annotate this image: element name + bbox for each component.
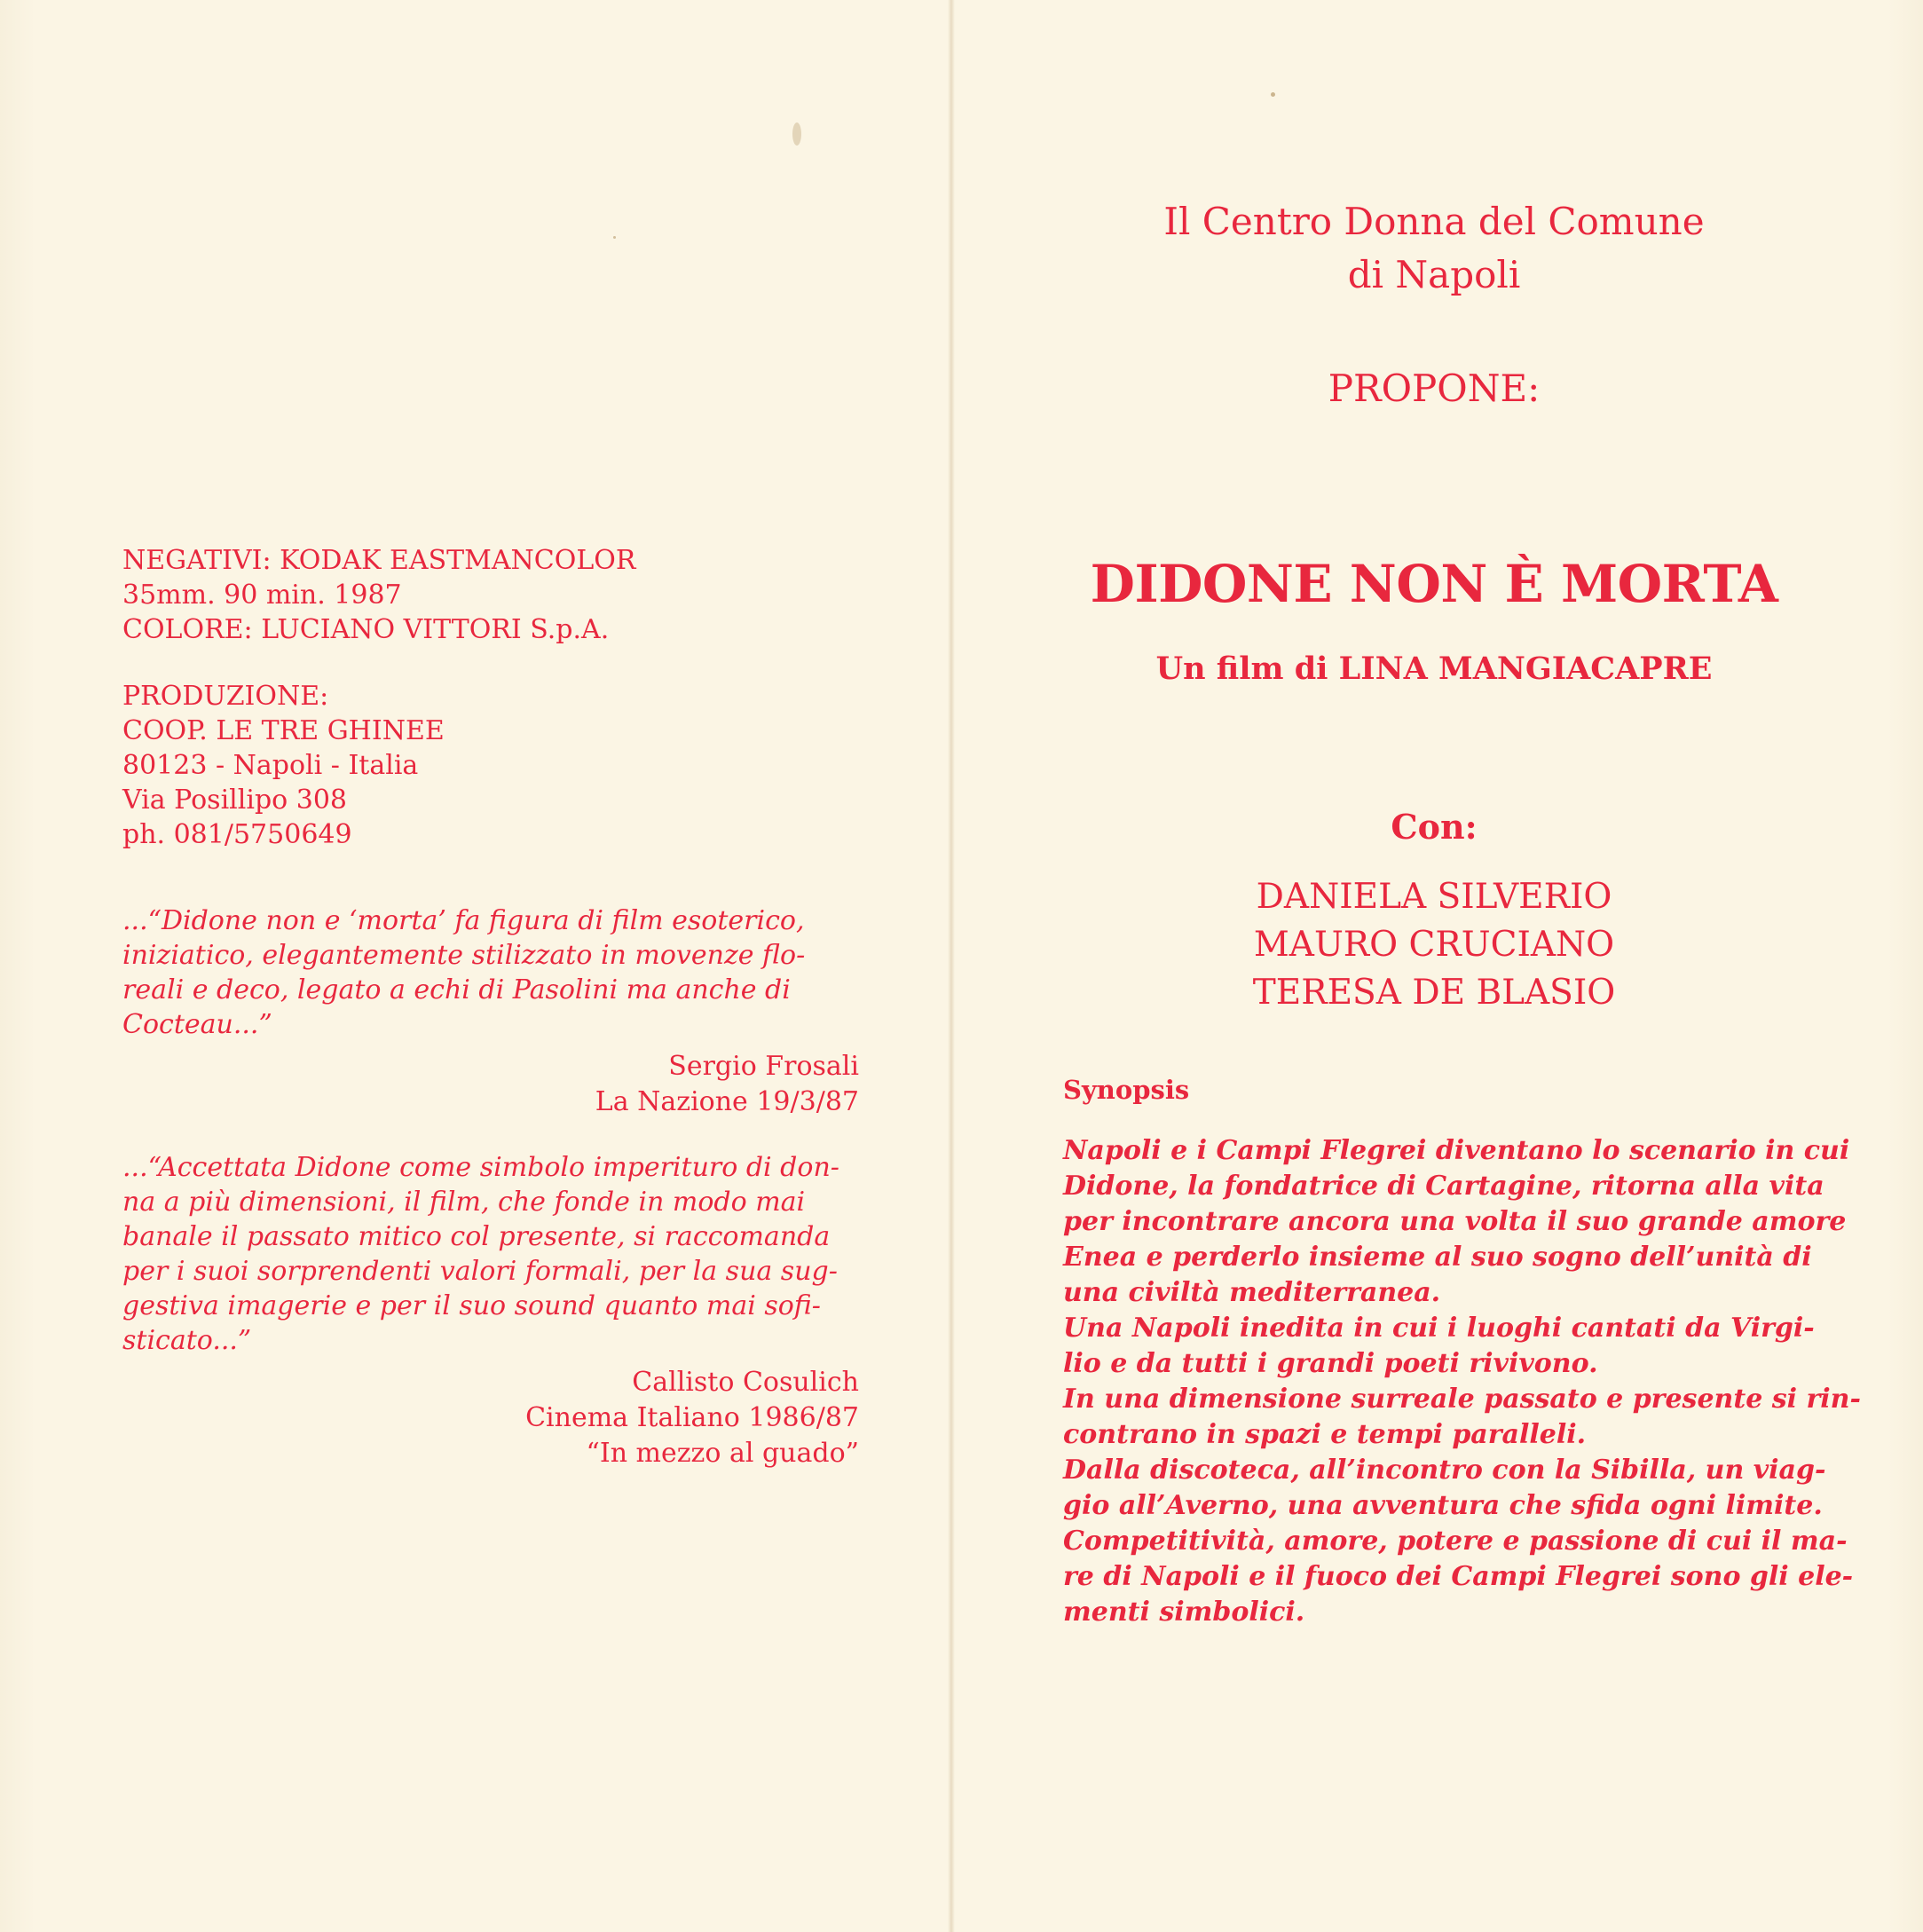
production-line: ph. 081/5750649 [122, 819, 352, 850]
synopsis-body [1063, 1133, 1861, 1630]
review-quote [122, 1150, 859, 1358]
technical-line: 35mm. 90 min. 1987 [122, 580, 402, 611]
technical-info [122, 543, 859, 647]
synopsis-line: menti simbolici. [1063, 1597, 1305, 1628]
synopsis-line: re di Napoli e il fuoco dei Campi Flegrei sono gli ele- [1063, 1561, 1854, 1592]
review-source: Cinema Italiano 1986/87 [525, 1402, 859, 1433]
quote-line: reali e deco, legato a echi di Pasolini ma anche di [122, 974, 791, 1005]
cast-list [1063, 873, 1805, 1017]
reviewer-name: Sergio Frosali [668, 1051, 859, 1082]
synopsis-line: lio e da tutti i grandi poeti rivivono. [1063, 1348, 1598, 1379]
cast-label: Con: [1391, 807, 1478, 847]
organizer [1063, 195, 1805, 302]
quote-line: banale il passato mitico col presente, si raccomanda [122, 1221, 831, 1252]
film-director: Un film di LINA MANGIACAPRE [1155, 651, 1713, 687]
production-line: COOP. LE TRE GHINEE [122, 715, 445, 746]
review-source: La Nazione 19/3/87 [595, 1086, 859, 1117]
synopsis-heading: Synopsis [1063, 1075, 1190, 1105]
synopsis-line: Enea e perderlo insieme al suo sogno dell’unità di [1063, 1242, 1812, 1273]
production-line: Via Posillipo 308 [122, 785, 348, 816]
synopsis-line: Didone, la fondatrice di Cartagine, ritorna alla vita [1063, 1171, 1824, 1202]
cast-member: DANIELA SILVERIO [1256, 877, 1612, 917]
production-info [122, 679, 859, 852]
propone-label: PROPONE: [1328, 367, 1541, 410]
review-column: “In mezzo al guado” [586, 1438, 859, 1469]
quote-line: iniziatico, elegantemente stilizzato in movenze flo- [122, 940, 806, 971]
quote-line: ...“Accettata Didone come simbolo imperituro di don- [122, 1152, 839, 1183]
technical-line: NEGATIVI: KODAK EASTMANCOLOR [122, 545, 636, 576]
cast-member: TERESA DE BLASIO [1252, 973, 1616, 1013]
synopsis-line: Competitività, amore, potere e passione di cui il ma- [1063, 1526, 1848, 1557]
review-attribution [122, 1049, 859, 1120]
review-quote [122, 903, 859, 1042]
quote-line: sticato...” [122, 1325, 252, 1356]
center-fold [948, 0, 955, 1932]
synopsis-line: Dalla discoteca, all’incontro con la Sibilla, un viag- [1063, 1455, 1826, 1486]
review-frosali [122, 903, 859, 1120]
film-title: DIDONE NON È MORTA [1090, 554, 1778, 614]
cast-member: MAURO CRUCIANO [1253, 925, 1615, 965]
quote-line: na a più dimensioni, il film, che fonde in modo mai [122, 1187, 806, 1218]
synopsis-line: una civiltà mediterranea. [1063, 1277, 1441, 1308]
quote-line: per i suoi sorprendenti valori formali, per la sua sug- [122, 1256, 838, 1287]
synopsis-line: contrano in spazi e tempi paralleli. [1063, 1419, 1587, 1450]
review-attribution [122, 1365, 859, 1471]
synopsis-line: In una dimensione surreale passato e presente si rin- [1063, 1384, 1861, 1415]
synopsis-line: per incontrare ancora una volta il suo grande amore [1063, 1206, 1847, 1237]
synopsis-line: Una Napoli inedita in cui i luoghi cantati da Virgi- [1063, 1313, 1815, 1344]
organizer-line: Il Centro Donna del Comune [1163, 200, 1705, 243]
paper-speck [792, 122, 801, 146]
synopsis-line: Napoli e i Campi Flegrei diventano lo scenario in cui [1063, 1135, 1850, 1166]
production-line: PRODUZIONE: [122, 681, 329, 712]
paper-speck [1271, 92, 1275, 97]
technical-line: COLORE: LUCIANO VITTORI S.p.A. [122, 614, 610, 645]
paper-speck [613, 236, 616, 239]
reviewer-name: Callisto Cosulich [632, 1367, 859, 1398]
quote-line: Cocteau...” [122, 1009, 272, 1040]
organizer-line: di Napoli [1347, 253, 1521, 296]
quote-line: gestiva imagerie e per il suo sound quanto mai sofi- [122, 1290, 821, 1321]
quote-line: ...“Didone non e ‘morta’ fa figura di film esoterico, [122, 905, 805, 936]
production-line: 80123 - Napoli - Italia [122, 750, 419, 781]
left-panel [122, 543, 859, 1471]
review-cosulich [122, 1150, 859, 1471]
synopsis-line: gio all’Averno, una avventura che sfida ogni limite. [1063, 1490, 1823, 1521]
